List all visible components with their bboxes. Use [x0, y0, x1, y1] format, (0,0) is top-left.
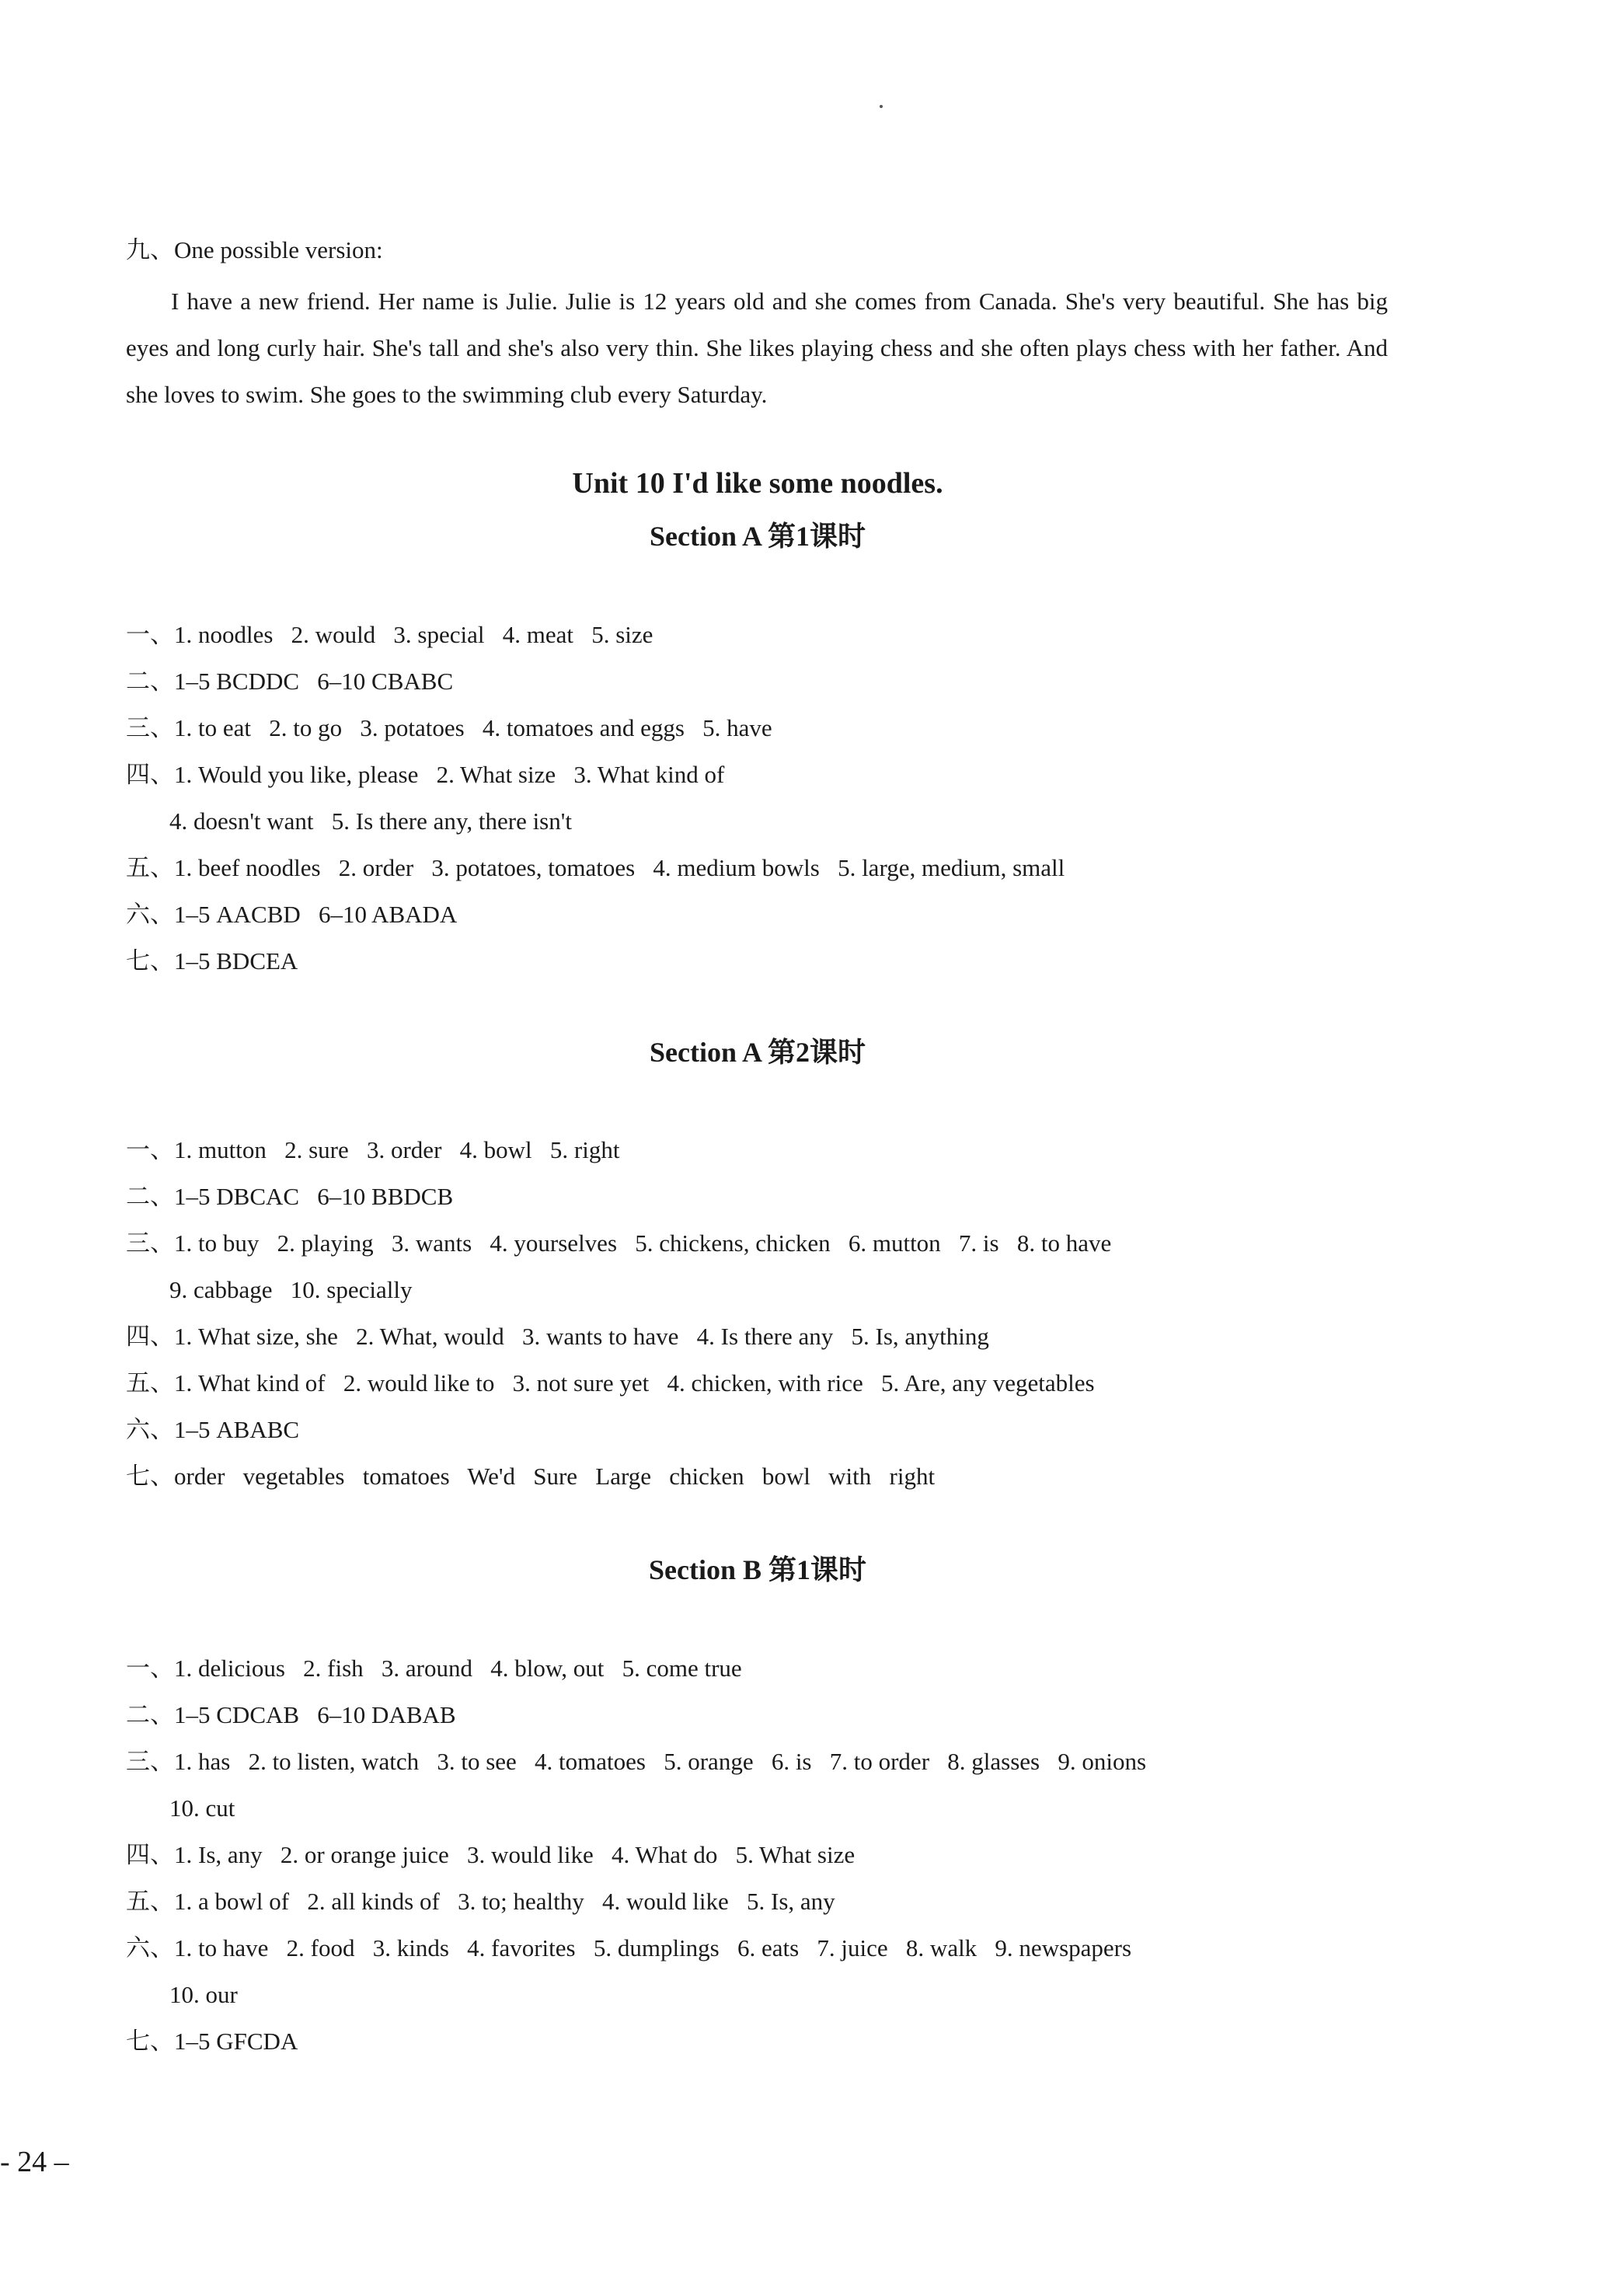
answer-line: 一、1. noodles 2. would 3. special 4. meat 5. size [126, 621, 653, 648]
answer-line: 六、1. to have 2. food 3. kinds 4. favorites 5. dumplings 6. eats 7. juice 8. walk 9. newspapers [126, 1934, 1132, 1961]
sample-essay: I have a new friend. Her name is Julie. Julie is 12 years old and she comes from Canada. She's very beautiful. She has big eyes and long curly hair. She's tall and she's also very thin. She likes playing chess and she often plays chess with her father. And she loves to swim. She goes to the swimming club every Saturday. [126, 288, 1388, 408]
answer-line: 六、1–5 AACBD 6–10 ABADA [126, 901, 458, 928]
answer-line: 二、1–5 CDCAB 6–10 DABAB [126, 1701, 456, 1728]
answer-line: 四、1. Is, any 2. or orange juice 3. would like 4. What do 5. What size [126, 1841, 856, 1868]
unit-title: Unit 10 I'd like some noodles. [572, 467, 943, 500]
section-title: Section A 第1课时 [649, 521, 866, 552]
answer-line: 七、1–5 GFCDA [126, 2028, 298, 2055]
answer-line: 10. our [169, 1981, 238, 2008]
answer-line: 七、1–5 BDCEA [126, 947, 298, 975]
answer-line: 9. cabbage 10. specially [169, 1276, 413, 1303]
page-number: - 24 – [0, 2146, 69, 2178]
answer-line: 一、1. delicious 2. fish 3. around 4. blow, out 5. come true [126, 1655, 742, 1682]
section-title: Section B 第1课时 [648, 1554, 866, 1585]
answer-line: 二、1–5 DBCAC 6–10 BBDCB [126, 1183, 454, 1210]
answer-list-section-b-1 [126, 1645, 1400, 2065]
answer-line: 五、1. What kind of 2. would like to 3. not sure yet 4. chicken, with rice 5. Are, any vegetables [126, 1369, 1095, 1397]
answer-line: 三、1. to buy 2. playing 3. wants 4. yourselves 5. chickens, chicken 6. mutton 7. is 8. to have [126, 1229, 1112, 1257]
answer-list-section-a-1 [126, 612, 1400, 985]
answer-line: 四、1. What size, she 2. What, would 3. wants to have 4. Is there any 5. Is, anything [126, 1323, 989, 1350]
intro-heading: 九、One possible version: [126, 236, 383, 263]
section-title: Section A 第2课时 [649, 1037, 866, 1068]
answer-line: 一、1. mutton 2. sure 3. order 4. bowl 5. right [126, 1136, 620, 1163]
answer-list-section-a-2 [126, 1127, 1400, 1500]
answer-line: 三、1. to eat 2. to go 3. potatoes 4. tomatoes and eggs 5. have [126, 714, 772, 741]
answer-line: 七、order vegetables tomatoes We'd Sure Large chicken bowl with right [126, 1463, 936, 1490]
answer-line: 六、1–5 ABABC [126, 1416, 300, 1443]
answer-line: 五、1. a bowl of 2. all kinds of 3. to; healthy 4. would like 5. Is, any [126, 1888, 835, 1915]
ink-dot [880, 105, 883, 108]
answer-line: 二、1–5 BCDDC 6–10 CBABC [126, 668, 454, 695]
answer-line: 4. doesn't want 5. Is there any, there isn't [169, 807, 572, 835]
answer-line: 10. cut [169, 1794, 235, 1822]
answer-line: 三、1. has 2. to listen, watch 3. to see 4. tomatoes 5. orange 6. is 7. to order 8. glasses 9. onions [126, 1748, 1147, 1775]
answer-line: 四、1. Would you like, please 2. What size 3. What kind of [126, 761, 725, 788]
answer-line: 五、1. beef noodles 2. order 3. potatoes, tomatoes 4. medium bowls 5. large, medium, small [126, 854, 1065, 881]
